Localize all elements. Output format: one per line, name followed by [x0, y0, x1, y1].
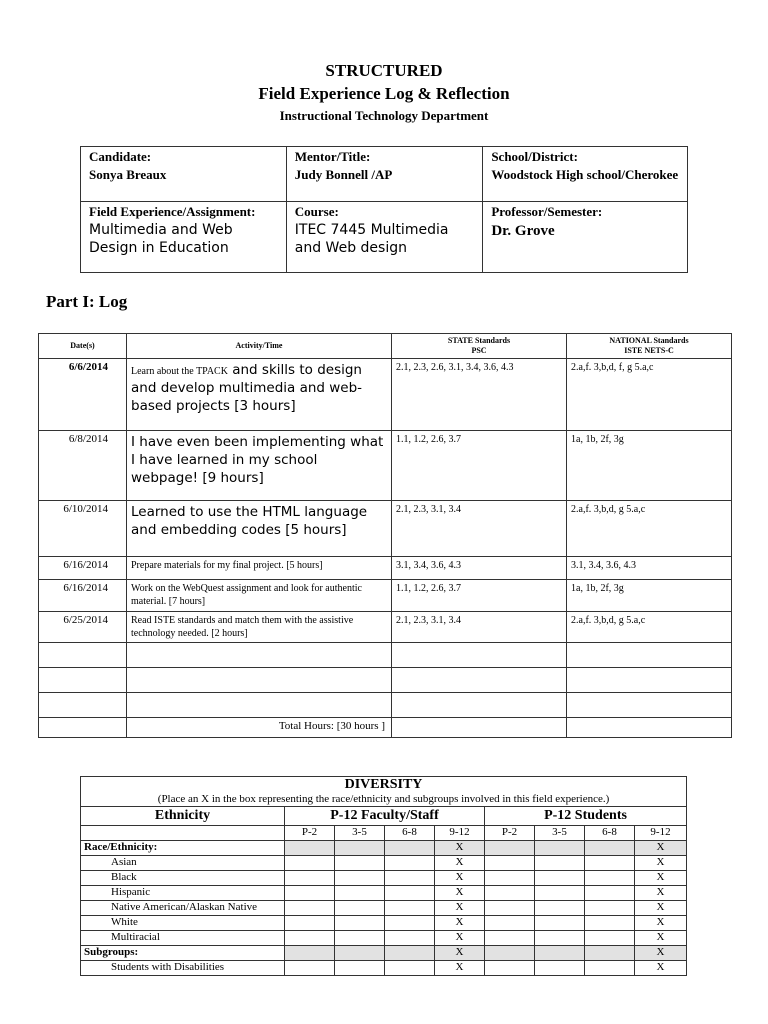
table-row — [39, 501, 732, 557]
grade-level-header: 9-12 — [635, 826, 687, 841]
candidate-cell — [81, 147, 287, 202]
empty-cell — [385, 916, 435, 931]
x-mark-cell: X — [435, 871, 485, 886]
national-standards-header — [567, 334, 732, 359]
part-1-heading: Part I: Log — [46, 292, 128, 311]
empty-cell — [285, 856, 335, 871]
race-rows — [81, 856, 687, 946]
log-state-standards: 2.1, 2.3, 3.1, 3.4 — [392, 501, 567, 557]
empty-cell — [81, 826, 285, 841]
empty-cell — [285, 946, 335, 961]
ethnicity-header: Ethnicity — [81, 807, 285, 826]
diversity-table — [80, 776, 687, 976]
empty-cell — [335, 916, 385, 931]
total-hours: Total Hours: [30 hours ] — [127, 718, 392, 738]
log-date: 6/6/2014 — [39, 359, 127, 431]
log-national-standards: 1a, 1b, 2f, 3g — [567, 580, 732, 612]
log-national-standards: 3.1, 3.4, 3.6, 4.3 — [567, 557, 732, 580]
mentor-value: Judy Bonnell /AP — [294, 167, 393, 182]
course-cell — [286, 202, 483, 273]
empty-cell — [385, 946, 435, 961]
empty-cell — [385, 841, 435, 856]
mentor-label: Mentor/Title: — [294, 149, 371, 164]
empty-cell — [585, 916, 635, 931]
x-mark-cell: X — [435, 901, 485, 916]
empty-cell — [567, 718, 732, 738]
empty-cell — [535, 946, 585, 961]
x-mark-cell: X — [435, 856, 485, 871]
grade-level-header: 6-8 — [385, 826, 435, 841]
empty-cell — [335, 931, 385, 946]
doc-title: Field Experience Log & Reflection — [258, 84, 510, 103]
table-row — [39, 580, 732, 612]
ethnicity-label: Hispanic — [81, 886, 285, 901]
diversity-title: DIVERSITY — [344, 777, 423, 792]
diversity-header — [81, 777, 687, 807]
empty-cell — [535, 901, 585, 916]
assignment-value: Multimedia and Web Design in Education — [89, 222, 233, 256]
national-header-line2: ISTE NETS-C — [624, 346, 674, 355]
empty-cell — [335, 856, 385, 871]
empty-cell — [385, 871, 435, 886]
log-activity — [127, 359, 392, 431]
x-mark-cell: X — [435, 961, 485, 976]
table-row — [81, 961, 687, 976]
empty-cell — [39, 643, 127, 668]
empty-cell — [335, 946, 385, 961]
professor-cell — [483, 202, 688, 273]
empty-cell — [392, 718, 567, 738]
empty-cell — [127, 643, 392, 668]
faculty-staff-header: P-12 Faculty/Staff — [285, 807, 485, 826]
empty-cell — [585, 901, 635, 916]
table-row — [81, 856, 687, 871]
subgroup-label: Students with Disabilities — [81, 961, 285, 976]
subgroups-label: Subgroups: — [81, 946, 285, 961]
x-mark-cell: X — [435, 916, 485, 931]
state-standards-header — [392, 334, 567, 359]
document-header — [0, 60, 768, 126]
ethnicity-label: Asian — [81, 856, 285, 871]
grade-level-header: P-2 — [485, 826, 535, 841]
empty-cell — [585, 931, 635, 946]
x-mark-cell: X — [635, 961, 687, 976]
log-activity: Prepare materials for my final project. [5 hours] — [127, 557, 392, 580]
empty-cell — [285, 961, 335, 976]
course-label: Course: — [294, 204, 339, 219]
log-activity-text: I have even been implementing what I have learned in my school webpage! [9 hours] — [131, 434, 384, 486]
empty-cell — [535, 931, 585, 946]
log-state-standards: 1.1, 1.2, 2.6, 3.7 — [392, 580, 567, 612]
log-date: 6/10/2014 — [39, 501, 127, 557]
ethnicity-label: Native American/Alaskan Native — [81, 901, 285, 916]
x-mark-cell: X — [635, 871, 687, 886]
log-activity-text: Learned to use the HTML language and embedding codes [5 hours] — [131, 504, 368, 538]
race-ethnicity-label: Race/Ethnicity: — [81, 841, 285, 856]
x-mark-cell: X — [635, 901, 687, 916]
empty-cell — [485, 916, 535, 931]
empty-cell — [285, 931, 335, 946]
candidate-value: Sonya Breaux — [89, 167, 167, 182]
empty-cell — [585, 841, 635, 856]
empty-cell — [485, 901, 535, 916]
empty-cell — [535, 961, 585, 976]
students-header: P-12 Students — [485, 807, 687, 826]
empty-cell — [385, 886, 435, 901]
empty-row — [39, 643, 732, 668]
log-national-standards: 2.a,f. 3,b,d, f, g 5.a,c — [567, 359, 732, 431]
professor-label: Professor/Semester: — [491, 204, 603, 219]
professor-value: Dr. Grove — [491, 223, 555, 239]
grade-levels-row — [81, 826, 687, 841]
x-mark-cell: X — [435, 886, 485, 901]
ethnicity-label: White — [81, 916, 285, 931]
national-header-line1: NATIONAL Standards — [609, 336, 689, 345]
empty-cell — [392, 643, 567, 668]
log-activity — [127, 501, 392, 557]
log-activity — [127, 431, 392, 501]
empty-cell — [385, 931, 435, 946]
activity-header: Activity/Time — [127, 334, 392, 359]
school-label: School/District: — [491, 149, 578, 164]
empty-row — [39, 668, 732, 693]
log-activity: Work on the WebQuest assignment and look for authentic material. [7 hours] — [127, 580, 392, 612]
empty-cell — [535, 916, 585, 931]
empty-cell — [335, 961, 385, 976]
subgroup-rows — [81, 961, 687, 976]
log-activity: Read ISTE standards and match them with the assistive technology needed. [2 hours] — [127, 612, 392, 643]
empty-cell — [335, 871, 385, 886]
log-date: 6/8/2014 — [39, 431, 127, 501]
log-activity-part: and skills to design and develop multimedia and web-based projects [3 hours] — [131, 362, 363, 414]
empty-cell — [392, 668, 567, 693]
empty-cell — [285, 871, 335, 886]
empty-cell — [567, 693, 732, 718]
empty-cell — [585, 886, 635, 901]
state-header-line2: PSC — [471, 346, 487, 355]
empty-cell — [535, 856, 585, 871]
empty-cell — [485, 886, 535, 901]
log-state-standards: 2.1, 2.3, 2.6, 3.1, 3.4, 3.6, 4.3 — [392, 359, 567, 431]
empty-cell — [285, 901, 335, 916]
race-label-row — [81, 841, 687, 856]
empty-cell — [485, 946, 535, 961]
log-date: 6/16/2014 — [39, 580, 127, 612]
candidate-info-table — [80, 146, 688, 273]
table-row — [39, 359, 732, 431]
log-date: 6/25/2014 — [39, 612, 127, 643]
state-header-line1: STATE Standards — [447, 336, 511, 345]
x-mark-cell: X — [435, 946, 485, 961]
empty-cell — [535, 871, 585, 886]
empty-row — [39, 693, 732, 718]
log-national-standards: 2.a,f. 3,b,d, g 5.a,c — [567, 501, 732, 557]
empty-cell — [285, 886, 335, 901]
empty-cell — [39, 693, 127, 718]
empty-cell — [485, 841, 535, 856]
empty-cell — [535, 841, 585, 856]
school-value: Woodstock High school/Cherokee — [491, 167, 679, 182]
empty-cell — [127, 668, 392, 693]
empty-cell — [39, 668, 127, 693]
x-mark-cell: X — [635, 856, 687, 871]
table-row — [81, 916, 687, 931]
doc-title-structured: STRUCTURED — [325, 61, 443, 80]
mentor-cell — [286, 147, 483, 202]
course-value: ITEC 7445 Multimedia and Web design — [294, 222, 449, 256]
school-cell — [483, 147, 688, 202]
table-row — [81, 931, 687, 946]
table-row — [39, 612, 732, 643]
empty-cell — [285, 916, 335, 931]
empty-cell — [585, 856, 635, 871]
assignment-cell — [81, 202, 287, 273]
x-mark-cell: X — [435, 931, 485, 946]
empty-cell — [567, 668, 732, 693]
empty-cell — [285, 841, 335, 856]
x-mark-cell: X — [635, 916, 687, 931]
log-state-standards: 3.1, 3.4, 3.6, 4.3 — [392, 557, 567, 580]
empty-cell — [485, 856, 535, 871]
empty-cell — [335, 901, 385, 916]
empty-cell — [385, 961, 435, 976]
table-row — [81, 871, 687, 886]
table-row — [39, 431, 732, 501]
log-national-standards: 2.a,f. 3,b,d, g 5.a,c — [567, 612, 732, 643]
empty-cell — [335, 841, 385, 856]
grade-level-header: 6-8 — [585, 826, 635, 841]
log-activity-part: Learn about the TPACK — [131, 366, 228, 377]
grade-level-header: 3-5 — [535, 826, 585, 841]
empty-cell — [485, 961, 535, 976]
empty-cell — [567, 643, 732, 668]
log-state-standards: 2.1, 2.3, 3.1, 3.4 — [392, 612, 567, 643]
empty-cell — [385, 901, 435, 916]
log-state-standards: 1.1, 1.2, 2.6, 3.7 — [392, 431, 567, 501]
empty-cell — [485, 871, 535, 886]
candidate-label: Candidate: — [89, 149, 152, 164]
empty-cell — [585, 961, 635, 976]
x-mark-cell: X — [435, 841, 485, 856]
diversity-instruction: (Place an X in the box representing the race/ethnicity and subgroups involved in this field experience.) — [157, 793, 610, 805]
date-header: Date(s) — [39, 334, 127, 359]
empty-cell — [385, 856, 435, 871]
empty-cell — [585, 946, 635, 961]
x-mark-cell: X — [635, 841, 687, 856]
grade-level-header: 3-5 — [335, 826, 385, 841]
subgroups-label-row — [81, 946, 687, 961]
empty-cell — [392, 693, 567, 718]
x-mark-cell: X — [635, 886, 687, 901]
grade-level-header: 9-12 — [435, 826, 485, 841]
table-row — [39, 557, 732, 580]
empty-cell — [585, 871, 635, 886]
empty-cell — [335, 886, 385, 901]
x-mark-cell: X — [635, 946, 687, 961]
empty-cell — [39, 718, 127, 738]
assignment-label: Field Experience/Assignment: — [89, 204, 256, 219]
empty-cell — [535, 886, 585, 901]
log-date: 6/16/2014 — [39, 557, 127, 580]
department-name: Instructional Technology Department — [279, 108, 489, 123]
x-mark-cell: X — [635, 931, 687, 946]
empty-cell — [485, 931, 535, 946]
table-row — [81, 886, 687, 901]
total-row — [39, 718, 732, 738]
log-national-standards: 1a, 1b, 2f, 3g — [567, 431, 732, 501]
empty-cell — [127, 693, 392, 718]
table-row — [81, 901, 687, 916]
grade-level-header: P-2 — [285, 826, 335, 841]
ethnicity-label: Multiracial — [81, 931, 285, 946]
ethnicity-label: Black — [81, 871, 285, 886]
field-log-table — [38, 333, 732, 738]
